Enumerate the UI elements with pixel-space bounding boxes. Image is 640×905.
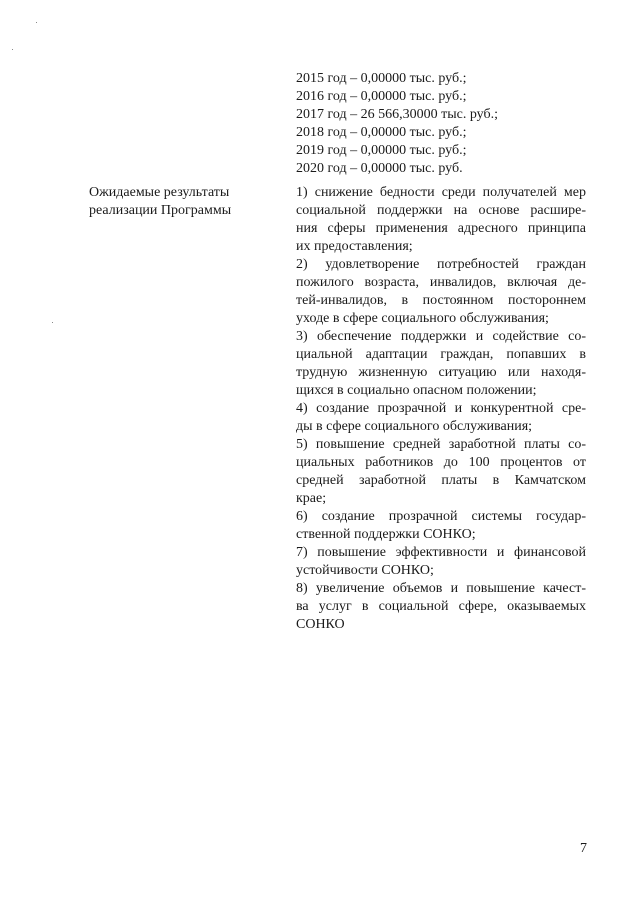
result-line: 6) создание прозрачной системы государ- bbox=[296, 509, 586, 524]
result-item-6 bbox=[296, 508, 586, 544]
result-line: устойчивости СОНКО; bbox=[296, 563, 434, 578]
result-line: 2) удовлетворение потребностей граждан bbox=[296, 257, 586, 272]
result-line: 5) повышение средней заработной платы со- bbox=[296, 437, 586, 452]
result-line: ды в сфере социального обслуживания; bbox=[296, 419, 533, 434]
result-line: СОНКО bbox=[296, 617, 345, 632]
expected-results-label bbox=[89, 184, 269, 220]
funding-line-2015: 2015 год – 0,00000 тыс. руб.; bbox=[296, 71, 467, 86]
result-item-2 bbox=[296, 256, 586, 328]
result-line: крае; bbox=[296, 491, 327, 506]
result-line: социальной поддержки на основе расшире- bbox=[296, 203, 586, 218]
expected-results-label-line: Ожидаемые результаты bbox=[89, 185, 230, 200]
result-item-8 bbox=[296, 580, 586, 634]
scan-speck bbox=[52, 322, 53, 323]
result-item-4 bbox=[296, 400, 586, 436]
result-line: щихся в социально опасном положении; bbox=[296, 383, 537, 398]
scan-speck bbox=[12, 49, 13, 50]
result-line: средней заработной платы в Камчатском bbox=[296, 473, 586, 488]
result-item-7 bbox=[296, 544, 586, 580]
funding-line-2016: 2016 год – 0,00000 тыс. руб.; bbox=[296, 89, 467, 104]
result-item-5 bbox=[296, 436, 586, 508]
result-line: циальных работников до 100 процентов от bbox=[296, 455, 586, 470]
result-line: 3) обеспечение поддержки и содействие со- bbox=[296, 329, 586, 344]
result-line: ственной поддержки СОНКО; bbox=[296, 527, 476, 542]
result-line: 1) снижение бедности среди получателей мер bbox=[296, 185, 586, 200]
result-line: трудную жизненную ситуацию или находя- bbox=[296, 365, 586, 380]
result-line: их предоставления; bbox=[296, 239, 413, 254]
result-line: 7) повышение эффективности и финансовой bbox=[296, 545, 586, 560]
result-item-3 bbox=[296, 328, 586, 400]
result-item-1 bbox=[296, 184, 586, 256]
expected-results-label-line: реализации Программы bbox=[89, 203, 232, 218]
result-line: циальной адаптации граждан, попавших в bbox=[296, 347, 586, 362]
result-line: уходе в сфере социального обслуживания; bbox=[296, 311, 549, 326]
result-line: ва услуг в социальной сфере, оказываемых bbox=[296, 599, 586, 614]
result-line: пожилого возраста, инвалидов, включая де- bbox=[296, 275, 586, 290]
result-line: 8) увеличение объемов и повышение качест- bbox=[296, 581, 586, 596]
page-number: 7 bbox=[580, 841, 587, 856]
expected-results-list bbox=[296, 184, 586, 634]
result-line: 4) создание прозрачной и конкурентной сре- bbox=[296, 401, 586, 416]
funding-line-2019: 2019 год – 0,00000 тыс. руб.; bbox=[296, 143, 467, 158]
scan-speck bbox=[36, 22, 37, 23]
funding-line-2018: 2018 год – 0,00000 тыс. руб.; bbox=[296, 125, 467, 140]
funding-line-2020: 2020 год – 0,00000 тыс. руб. bbox=[296, 161, 463, 176]
result-line: тей-инвалидов, в постоянном постороннем bbox=[296, 293, 586, 308]
result-line: ния сферы применения адресного принципа bbox=[296, 221, 586, 236]
funding-by-year-list bbox=[296, 70, 596, 178]
funding-line-2017: 2017 год – 26 566,30000 тыс. руб.; bbox=[296, 107, 498, 122]
